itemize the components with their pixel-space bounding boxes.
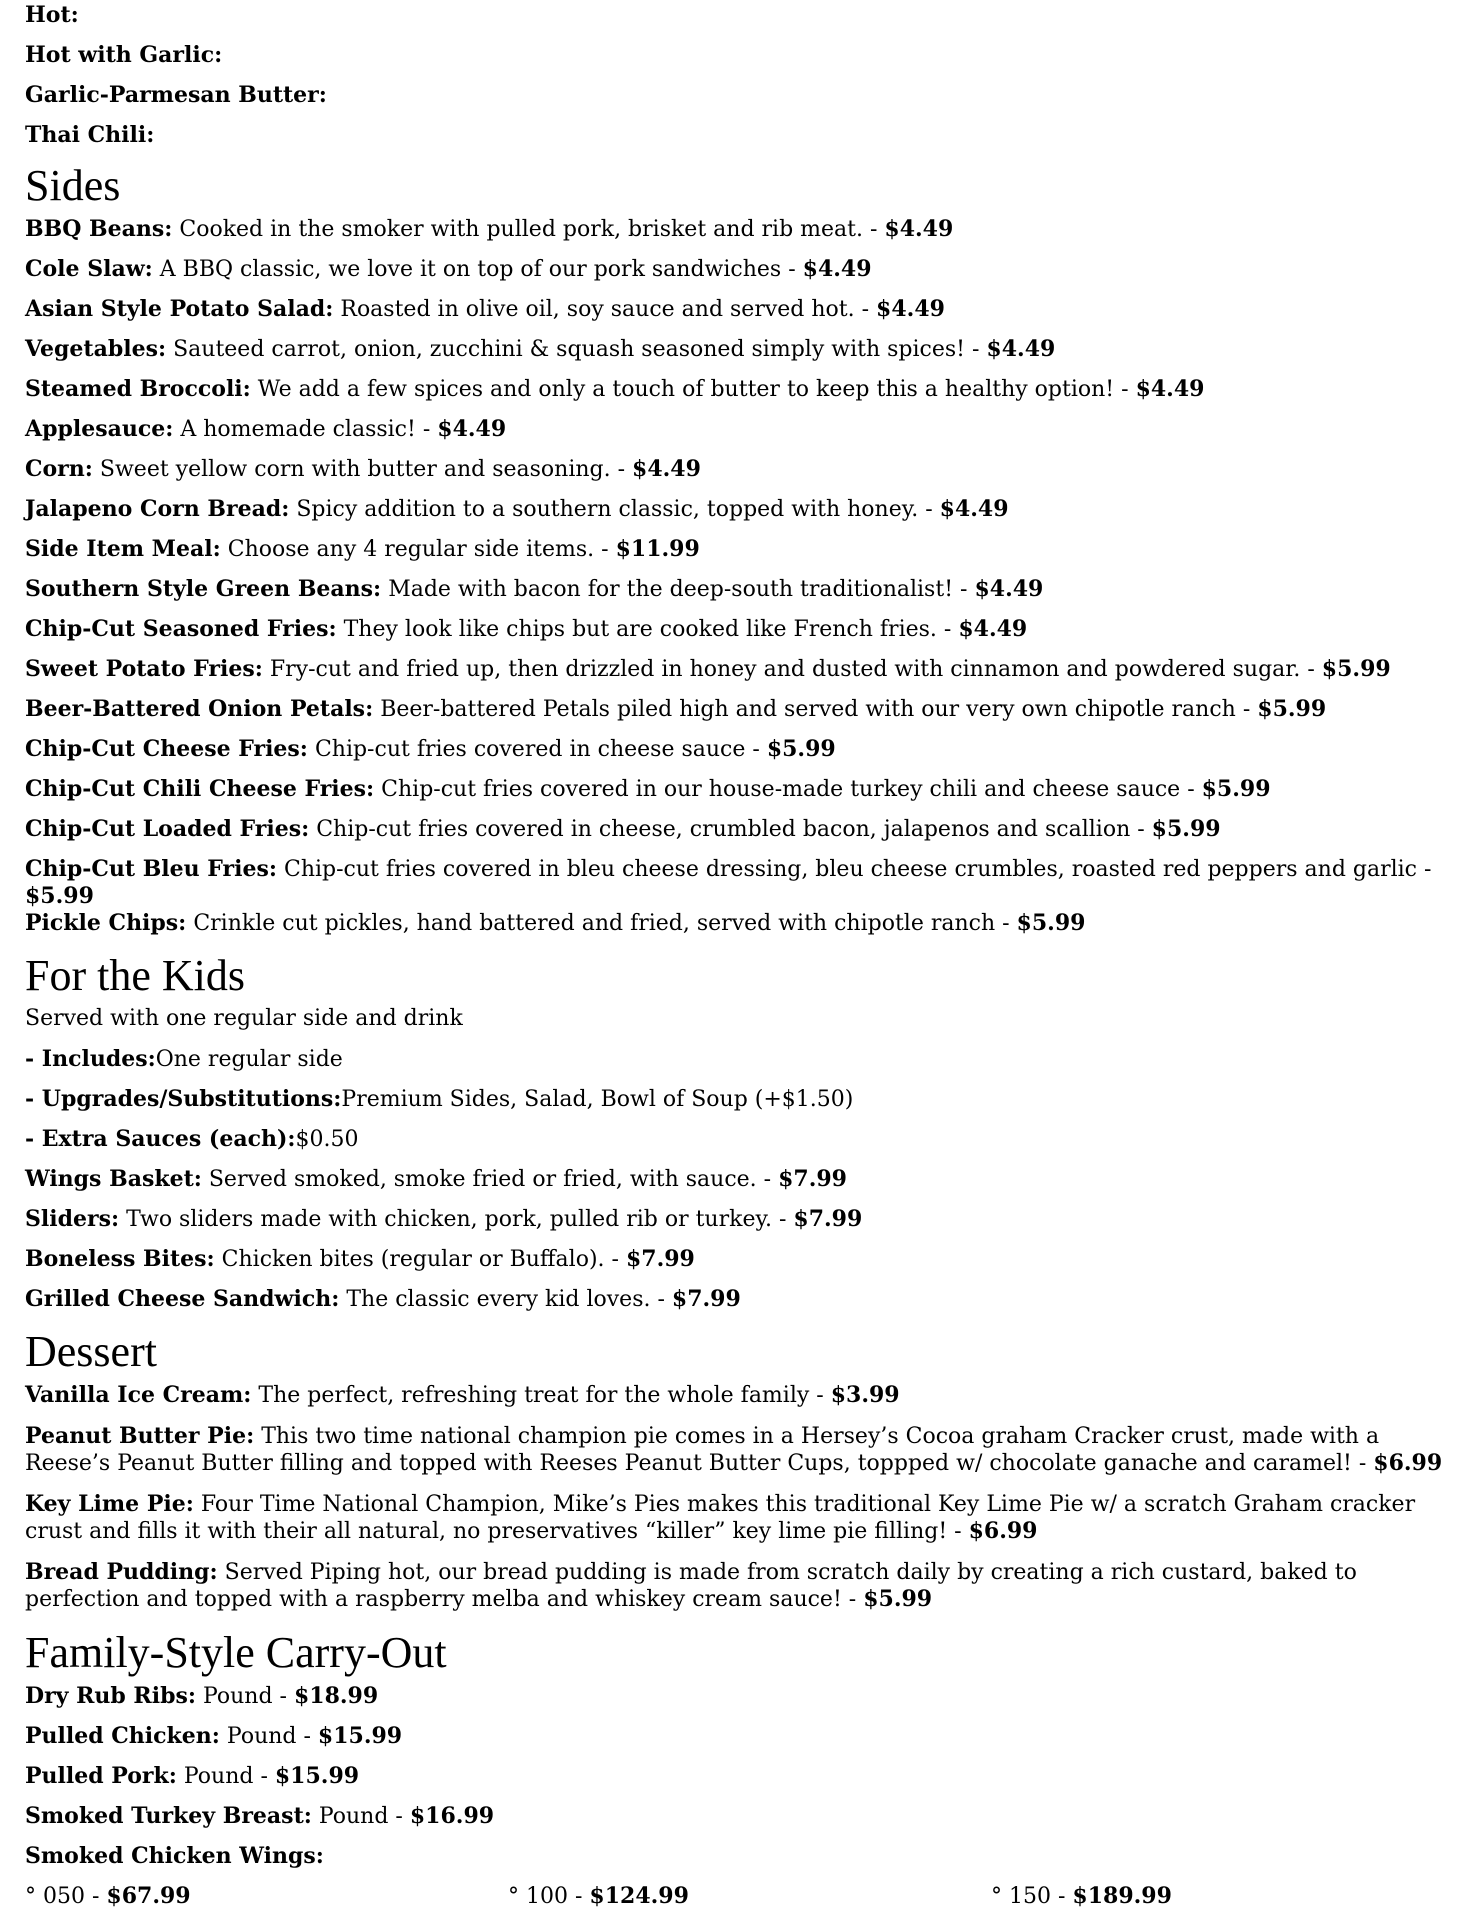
item-price: $5.99 bbox=[25, 883, 94, 909]
menu-item bbox=[25, 496, 1465, 536]
menu-item bbox=[25, 1683, 1465, 1723]
item-name: Southern Style Green Beans: bbox=[25, 576, 382, 602]
item-price: $16.99 bbox=[409, 1803, 495, 1829]
wing-price: $67.99 bbox=[106, 1883, 191, 1909]
item-price: $3.99 bbox=[830, 1382, 900, 1408]
kids-option bbox=[25, 1126, 1484, 1166]
family-list bbox=[25, 1683, 1484, 1843]
menu-item bbox=[25, 656, 1465, 696]
item-price: $5.99 bbox=[766, 736, 836, 762]
item-price: $15.99 bbox=[274, 1763, 360, 1789]
item-name: Corn: bbox=[25, 456, 93, 482]
menu-item bbox=[25, 1491, 1465, 1545]
menu-item bbox=[25, 1166, 1465, 1206]
wings-label bbox=[25, 1843, 1484, 1883]
item-name: Grilled Cheese Sandwich: bbox=[25, 1286, 340, 1312]
item-description: The classic every kid loves. - bbox=[346, 1287, 672, 1312]
menu-item bbox=[25, 1559, 1465, 1613]
item-name: Sliders: bbox=[25, 1206, 120, 1232]
item-name: Wings Basket: bbox=[25, 1166, 202, 1192]
item-name: Vegetables: bbox=[25, 336, 167, 362]
item-description: Crinkle cut pickles, hand battered and fried, served with chipotle ranch - bbox=[193, 911, 1017, 936]
menu-item bbox=[25, 816, 1465, 856]
wing-qty: ° 050 - bbox=[25, 1884, 107, 1909]
item-description: A BBQ classic, we love it on top of our pork sandwiches - bbox=[159, 257, 803, 282]
item-price: $4.49 bbox=[437, 416, 507, 442]
item-description: Chip-cut fries covered in our house-made turkey chili and cheese sauce - bbox=[381, 777, 1202, 802]
item-description: Roasted in olive oil, soy sauce and served hot. - bbox=[340, 297, 877, 322]
item-description: Chip-cut fries covered in cheese sauce - bbox=[314, 737, 767, 762]
option-value: One regular side bbox=[155, 1047, 343, 1072]
item-price: $7.99 bbox=[671, 1286, 741, 1312]
item-name: Boneless Bites: bbox=[25, 1246, 215, 1272]
item-name: Vanilla Ice Cream: bbox=[25, 1382, 252, 1408]
item-description: Spicy addition to a southern classic, topped with honey. - bbox=[296, 497, 940, 522]
item-description: This two time national champion pie comes in a Hersey’s Cocoa graham Cracker crust, made with a Reese’s Peanut Butter filling and topped with Reeses Peanut Butter Cups, toppped w/ chocolate ganache and caramel! - bbox=[25, 1424, 1380, 1476]
item-price: $5.99 bbox=[863, 1586, 933, 1612]
item-price: $11.99 bbox=[615, 536, 700, 562]
dessert-list bbox=[25, 1382, 1484, 1613]
wing-qty: ° 100 - bbox=[508, 1884, 590, 1909]
item-name: Jalapeno Corn Bread: bbox=[25, 496, 290, 522]
option-label: - Upgrades/Substitutions: bbox=[25, 1086, 342, 1112]
menu-item bbox=[25, 1382, 1465, 1409]
item-description: Made with bacon for the deep-south traditionalist! - bbox=[388, 577, 975, 602]
item-description: Pound - bbox=[183, 1764, 275, 1789]
item-name: Chip-Cut Loaded Fries: bbox=[25, 816, 310, 842]
wings-options bbox=[25, 1883, 1484, 1923]
menu-item bbox=[25, 336, 1465, 376]
sauce-label: Hot with Garlic: bbox=[25, 42, 223, 68]
menu-item bbox=[25, 376, 1465, 416]
menu-item bbox=[25, 1246, 1465, 1286]
item-name: Smoked Turkey Breast: bbox=[25, 1803, 312, 1829]
section-heading-sides: Sides bbox=[25, 161, 121, 210]
menu-item bbox=[25, 910, 1465, 950]
item-price: $5.99 bbox=[1321, 656, 1391, 682]
item-description: Chip-cut fries covered in bleu cheese dressing, bleu cheese crumbles, roasted red peppers and garlic - bbox=[284, 857, 1432, 882]
item-name: Beer-Battered Onion Petals: bbox=[25, 696, 374, 722]
item-price: $4.49 bbox=[802, 256, 872, 282]
wing-qty: ° 150 - bbox=[991, 1884, 1073, 1909]
item-description: They look like chips but are cooked like French fries. - bbox=[343, 617, 959, 642]
item-name: Chip-Cut Cheese Fries: bbox=[25, 736, 308, 762]
menu-item bbox=[25, 296, 1465, 336]
sauce-list bbox=[25, 0, 1484, 160]
item-description: We add a few spices and only a touch of butter to keep this a healthy option! - bbox=[257, 377, 1136, 402]
item-name: Steamed Broccoli: bbox=[25, 376, 251, 402]
item-name: Chip-Cut Bleu Fries: bbox=[25, 856, 277, 882]
item-name: BBQ Beans: bbox=[25, 216, 173, 242]
item-name: Sweet Potato Fries: bbox=[25, 656, 263, 682]
option-label: - Extra Sauces (each): bbox=[25, 1126, 296, 1152]
option-value: $0.50 bbox=[295, 1127, 359, 1152]
item-name: Key Lime Pie: bbox=[25, 1491, 194, 1517]
sauce-label: Thai Chili: bbox=[25, 122, 155, 148]
section-heading-kids: For the Kids bbox=[25, 951, 245, 1000]
item-description: Served smoked, smoke fried or fried, with sauce. - bbox=[208, 1167, 779, 1192]
item-name: Pickle Chips: bbox=[25, 910, 187, 936]
menu-item bbox=[25, 256, 1465, 296]
item-price: $6.99 bbox=[968, 1518, 1038, 1544]
item-price: $7.99 bbox=[778, 1166, 847, 1192]
item-description: A homemade classic! - bbox=[180, 417, 438, 442]
section-heading-family: Family-Style Carry-Out bbox=[25, 1628, 447, 1677]
sauce-label: Garlic-Parmesan Butter: bbox=[25, 82, 327, 108]
item-description: Chicken bites (regular or Buffalo). - bbox=[221, 1247, 626, 1272]
wing-option bbox=[25, 1883, 508, 1923]
item-description: Four Time National Champion, Mike’s Pies makes this traditional Key Lime Pie w/ a scratch Graham cracker crust and fills it with their all natural, no preservatives “killer” key lime pie filling! - bbox=[25, 1492, 1416, 1544]
wings-label-text: Smoked Chicken Wings: bbox=[25, 1843, 324, 1869]
menu-item bbox=[25, 616, 1465, 656]
item-price: $18.99 bbox=[293, 1683, 379, 1709]
wing-option bbox=[508, 1883, 991, 1923]
menu-item bbox=[25, 696, 1465, 736]
menu-item bbox=[25, 416, 1465, 456]
item-price: $5.99 bbox=[1201, 776, 1271, 802]
item-name: Asian Style Potato Salad: bbox=[25, 296, 334, 322]
sides-list bbox=[25, 216, 1484, 950]
item-price: $5.99 bbox=[1016, 910, 1086, 936]
item-price: $4.49 bbox=[1135, 376, 1205, 402]
menu-item bbox=[25, 1423, 1465, 1477]
item-description: Two sliders made with chicken, pork, pulled rib or turkey. - bbox=[126, 1207, 794, 1232]
menu-item bbox=[25, 456, 1465, 496]
section-heading-dessert: Dessert bbox=[25, 1327, 157, 1376]
item-name: Bread Pudding: bbox=[25, 1559, 218, 1585]
wing-price: $124.99 bbox=[589, 1883, 689, 1909]
option-value: Premium Sides, Salad, Bowl of Soup (+$1.50) bbox=[341, 1087, 854, 1112]
menu-item bbox=[25, 1286, 1465, 1326]
menu-item bbox=[25, 216, 1465, 256]
menu-item bbox=[25, 1206, 1465, 1246]
menu-item bbox=[25, 856, 1465, 910]
item-name: Pulled Pork: bbox=[25, 1763, 177, 1789]
item-name: Dry Rub Ribs: bbox=[25, 1683, 196, 1709]
item-price: $5.99 bbox=[1257, 696, 1327, 722]
item-price: $5.99 bbox=[1151, 816, 1221, 842]
menu-item bbox=[25, 1763, 1465, 1803]
menu-item bbox=[25, 1803, 1465, 1843]
kids-option bbox=[25, 1046, 1484, 1086]
item-name: Applesauce: bbox=[25, 416, 174, 442]
item-price: $7.99 bbox=[625, 1246, 695, 1272]
kids-list bbox=[25, 1166, 1484, 1326]
item-price: $4.49 bbox=[939, 496, 1009, 522]
option-label: - Includes: bbox=[25, 1046, 156, 1072]
item-price: $4.49 bbox=[884, 216, 954, 242]
sauce-label: Hot: bbox=[25, 2, 79, 28]
item-name: Side Item Meal: bbox=[25, 536, 221, 562]
item-description: Pound - bbox=[226, 1724, 318, 1749]
item-price: $4.49 bbox=[958, 616, 1028, 642]
item-name: Chip-Cut Chili Cheese Fries: bbox=[25, 776, 375, 802]
item-price: $4.49 bbox=[974, 576, 1044, 602]
menu-item bbox=[25, 536, 1465, 576]
menu-item bbox=[25, 1723, 1465, 1763]
item-name: Cole Slaw: bbox=[25, 256, 153, 282]
wing-option bbox=[991, 1883, 1474, 1923]
item-description: Choose any 4 regular side items. - bbox=[227, 537, 616, 562]
item-description: Cooked in the smoker with pulled pork, brisket and rib meat. - bbox=[179, 217, 885, 242]
kids-option bbox=[25, 1086, 1484, 1126]
wing-price: $189.99 bbox=[1072, 1883, 1172, 1909]
item-description: Pound - bbox=[318, 1804, 410, 1829]
item-name: Peanut Butter Pie: bbox=[25, 1423, 255, 1449]
kids-intro: Served with one regular side and drink bbox=[25, 1006, 463, 1031]
item-description: Sauteed carrot, onion, zucchini & squash seasoned simply with spices! - bbox=[173, 337, 987, 362]
item-price: $15.99 bbox=[317, 1723, 403, 1749]
item-price: $4.49 bbox=[876, 296, 945, 322]
menu-item bbox=[25, 576, 1465, 616]
item-description: The perfect, refreshing treat for the whole family - bbox=[258, 1383, 831, 1408]
item-price: $4.49 bbox=[986, 336, 1056, 362]
item-description: Fry-cut and fried up, then drizzled in honey and dusted with cinnamon and powdered sugar. - bbox=[269, 657, 1322, 682]
item-price: $6.99 bbox=[1373, 1450, 1443, 1476]
menu-item bbox=[25, 776, 1465, 816]
item-description: Beer-battered Petals piled high and served with our very own chipotle ranch - bbox=[380, 697, 1258, 722]
item-description: Chip-cut fries covered in cheese, crumbled bacon, jalapenos and scallion - bbox=[316, 817, 1152, 842]
item-name: Chip-Cut Seasoned Fries: bbox=[25, 616, 337, 642]
item-price: $4.49 bbox=[632, 456, 701, 482]
item-description: Served Piping hot, our bread pudding is made from scratch daily by creating a rich custard, baked to perfection and topped with a raspberry melba and whiskey cream sauce! - bbox=[25, 1560, 1357, 1612]
item-name: Pulled Chicken: bbox=[25, 1723, 220, 1749]
menu-item bbox=[25, 736, 1465, 776]
item-description: Sweet yellow corn with butter and seasoning. - bbox=[99, 457, 633, 482]
item-description: Pound - bbox=[202, 1684, 294, 1709]
item-price: $7.99 bbox=[793, 1206, 863, 1232]
